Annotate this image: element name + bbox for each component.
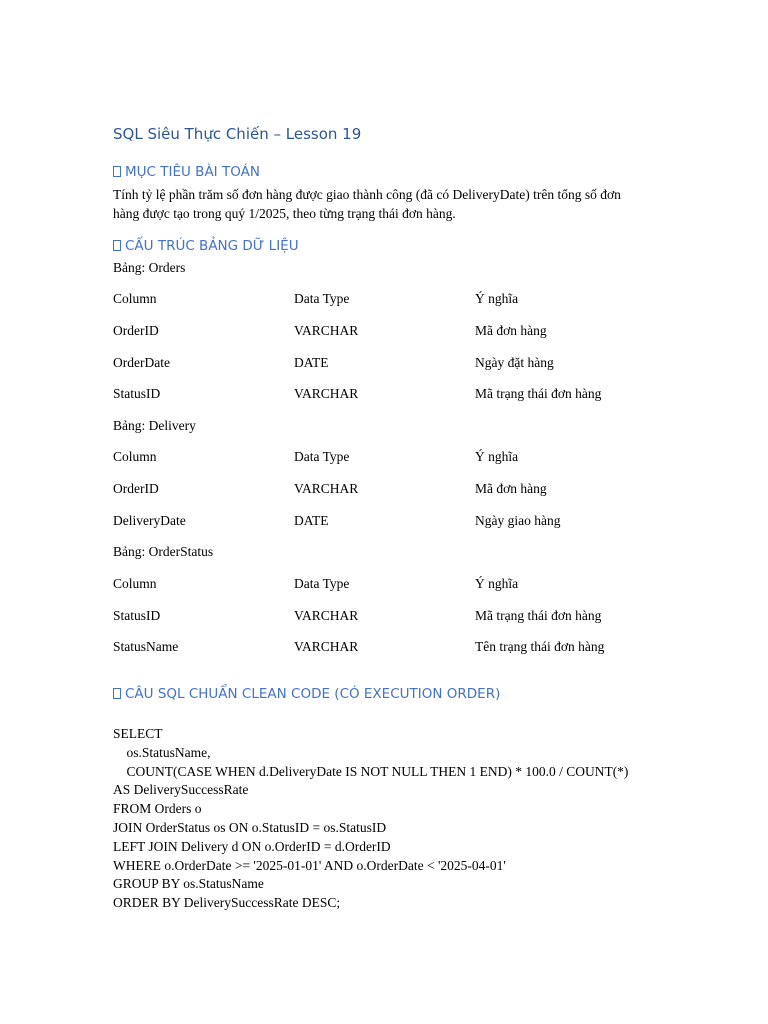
code-line: os.StatusName,	[113, 744, 211, 760]
code-line: JOIN OrderStatus os ON o.StatusID = os.StatusID	[113, 819, 387, 835]
table-cell: VARCHAR	[294, 323, 359, 338]
missing-glyph-icon	[113, 240, 121, 251]
table-cell: VARCHAR	[294, 639, 359, 654]
objective-heading-text: MỤC TIÊU BÀI TOÁN	[125, 164, 260, 180]
table-cell: VARCHAR	[294, 481, 359, 496]
table-label-delivery: Bảng: Delivery	[113, 418, 196, 433]
table-cell: OrderID	[113, 481, 159, 496]
code-line: LEFT JOIN Delivery d ON o.OrderID = d.OrderID	[113, 838, 391, 854]
sql-code-block	[113, 725, 653, 913]
table-cell: DATE	[294, 513, 329, 528]
table-label-orderstatus: Bảng: OrderStatus	[113, 544, 214, 559]
document-title: SQL Siêu Thực Chiến – Lesson 19	[113, 125, 362, 143]
objective-text: Tính tỷ lệ phần trăm số đơn hàng được giao thành công (đã có DeliveryDate) trên tổng số đơn hàng được tạo trong quý 1/2025, theo từng trạng thái đơn hàng.	[113, 187, 621, 221]
code-line: GROUP BY os.StatusName	[113, 876, 264, 892]
table-header-cell: Column	[113, 291, 157, 306]
code-line: AS DeliverySuccessRate	[113, 782, 249, 798]
table-header-cell: Data Type	[294, 449, 350, 464]
missing-glyph-icon	[113, 166, 121, 177]
sql-heading-text: CÂU SQL CHUẨN CLEAN CODE (CÓ EXECUTION ORDER)	[125, 686, 501, 702]
code-line: WHERE o.OrderDate >= '2025-01-01' AND o.OrderDate < '2025-04-01'	[113, 857, 506, 873]
table-header-cell: Ý nghĩa	[475, 449, 519, 464]
structure-heading	[113, 238, 299, 254]
sql-heading	[113, 686, 500, 702]
structure-heading-text: CẤU TRÚC BẢNG DỮ LIỆU	[125, 238, 299, 254]
objective-heading	[113, 164, 260, 180]
table-cell: VARCHAR	[294, 386, 359, 401]
code-line: COUNT(CASE WHEN d.DeliveryDate IS NOT NULL THEN 1 END) * 100.0 / COUNT(*)	[113, 763, 629, 779]
table-cell: Tên trạng thái đơn hàng	[475, 639, 605, 654]
table-header-cell: Ý nghĩa	[475, 291, 519, 306]
code-line: ORDER BY DeliverySuccessRate DESC;	[113, 895, 341, 911]
table-cell: Mã đơn hàng	[475, 481, 547, 496]
table-cell: StatusID	[113, 386, 161, 401]
table-cell: Mã trạng thái đơn hàng	[475, 386, 602, 401]
table-cell: Mã trạng thái đơn hàng	[475, 608, 602, 623]
table-cell: DATE	[294, 355, 329, 370]
code-line: SELECT	[113, 726, 163, 741]
table-cell: Mã đơn hàng	[475, 323, 547, 338]
missing-glyph-icon	[113, 688, 121, 699]
table-header-cell: Column	[113, 576, 157, 591]
table-label-orders: Bảng: Orders	[113, 260, 186, 275]
table-header-cell: Data Type	[294, 576, 350, 591]
table-cell: OrderID	[113, 323, 159, 338]
table-cell: StatusName	[113, 639, 179, 654]
table-header-cell: Data Type	[294, 291, 350, 306]
table-header-cell: Ý nghĩa	[475, 576, 519, 591]
table-cell: VARCHAR	[294, 608, 359, 623]
table-cell: StatusID	[113, 608, 161, 623]
table-cell: DeliveryDate	[113, 513, 186, 528]
table-cell: OrderDate	[113, 355, 170, 370]
table-header-cell: Column	[113, 449, 157, 464]
table-cell: Ngày giao hàng	[475, 513, 561, 528]
code-line: FROM Orders o	[113, 801, 202, 817]
table-cell: Ngày đặt hàng	[475, 355, 554, 370]
